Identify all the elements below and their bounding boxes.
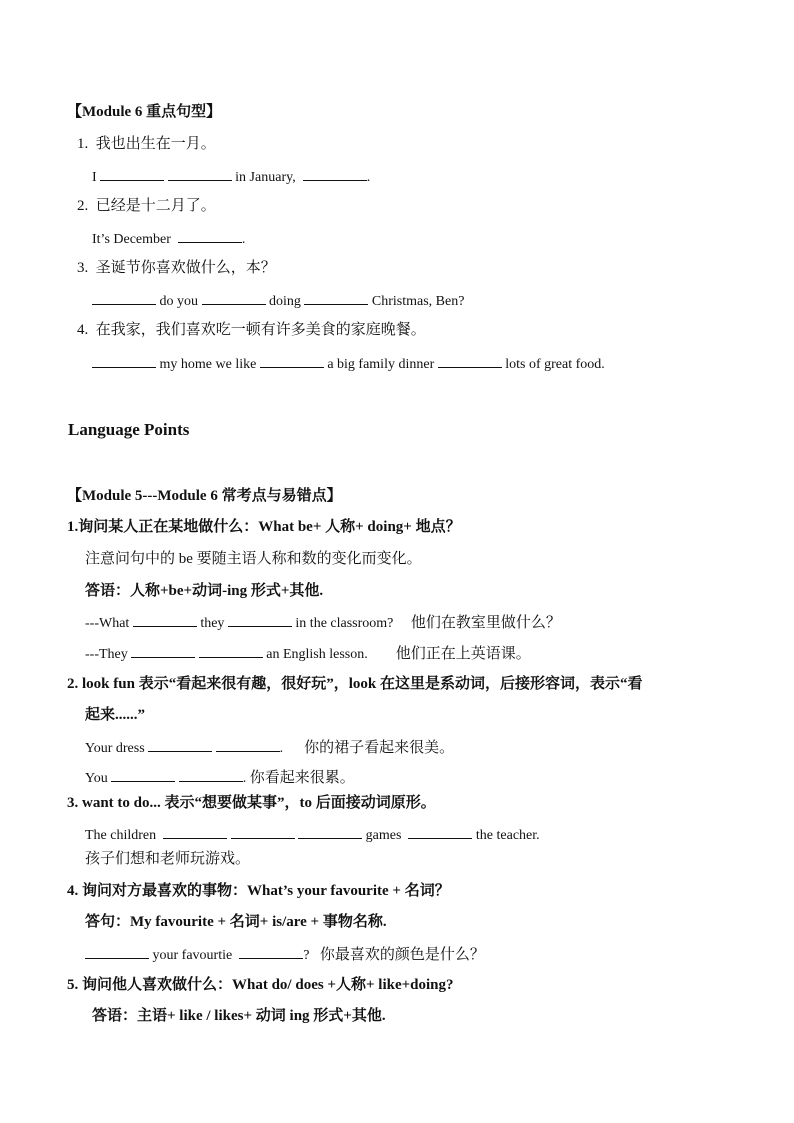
- item-number: 1.: [77, 136, 89, 152]
- blank[interactable]: [178, 229, 242, 243]
- en-text: in the classroom?: [295, 616, 394, 631]
- blank[interactable]: [202, 291, 266, 305]
- en-text: Christmas, Ben?: [371, 294, 465, 309]
- m6-item-3-en: [92, 291, 464, 311]
- chinese-translation: 你最喜欢的颜色是什么？: [319, 947, 485, 963]
- point-2-example-2: [85, 768, 355, 788]
- blank[interactable]: [168, 167, 232, 181]
- blank[interactable]: [303, 167, 367, 181]
- chinese-sentence: 在我家，我们喜欢吃一顿有许多美食的家庭晚餐。: [95, 322, 426, 338]
- chinese-translation: 他们在教室里做什么？: [410, 615, 561, 631]
- point-1-answer: 答语：人称+be+动词-ing 形式+其他.: [85, 583, 324, 599]
- en-text: You: [85, 771, 108, 786]
- en-text: ---They: [85, 647, 128, 662]
- en-text: do you: [159, 294, 198, 309]
- point-3-title: 3. want to do... 表示“想要做某事”，to 后面接动词原形。: [67, 795, 436, 811]
- en-text: lots of great food.: [505, 357, 605, 372]
- point-4-answer: 答句：My favourite + 名词+ is/are + 事物名称.: [85, 914, 387, 930]
- chinese-sentence: 已经是十二月了。: [95, 198, 216, 214]
- blank[interactable]: [179, 768, 243, 782]
- blank[interactable]: [216, 738, 280, 752]
- m6-item-2-en: [92, 229, 245, 249]
- en-text: the teacher.: [475, 828, 540, 843]
- en-text: The children: [85, 828, 157, 843]
- blank[interactable]: [92, 354, 156, 368]
- en-text: .: [242, 771, 247, 786]
- en-text: ?: [303, 948, 310, 963]
- blank[interactable]: [199, 644, 263, 658]
- blank[interactable]: [148, 738, 212, 752]
- item-number: 3.: [77, 260, 89, 276]
- en-text: in January,: [235, 170, 296, 185]
- en-text: your favourtie: [152, 948, 233, 963]
- en-text: my home we like: [159, 357, 257, 372]
- m6-item-2-cn: [77, 197, 216, 215]
- blank[interactable]: [438, 354, 502, 368]
- en-text: a big family dinner: [327, 357, 435, 372]
- blank[interactable]: [100, 167, 164, 181]
- blank[interactable]: [298, 825, 362, 839]
- item-number: 4.: [77, 322, 89, 338]
- m6-item-4-en: [92, 354, 605, 374]
- chinese-translation: 你的裙子看起来很美。: [304, 740, 455, 756]
- blank[interactable]: [85, 945, 149, 959]
- en-text: games: [365, 828, 402, 843]
- m6-item-4-cn: [77, 321, 426, 339]
- en-text: an English lesson.: [266, 647, 368, 662]
- point-5-title: 5. 询问他人喜欢做什么：What do/ does +人称+ like+doing?: [67, 977, 454, 993]
- section-heading: Language Points: [68, 420, 190, 439]
- blank[interactable]: [131, 644, 195, 658]
- en-text: ---What: [85, 616, 130, 631]
- m6-item-1-cn: [77, 135, 216, 153]
- m6-item-3-cn: [77, 259, 276, 277]
- chinese-translation: 你看起来很累。: [249, 770, 355, 786]
- blank[interactable]: [239, 945, 303, 959]
- blank[interactable]: [92, 291, 156, 305]
- item-number: 2.: [77, 198, 89, 214]
- point-1-example-2: [85, 644, 531, 664]
- en-text: .: [366, 170, 371, 185]
- point-1-title: 1.询问某人正在某地做什么：What be+ 人称+ doing+ 地点？: [67, 519, 461, 535]
- blank[interactable]: [408, 825, 472, 839]
- section-subtitle: 【Module 5---Module 6 常考点与易错点】: [67, 488, 342, 504]
- blank[interactable]: [133, 613, 197, 627]
- en-text: .: [241, 232, 246, 247]
- chinese-sentence: 圣诞节你喜欢做什么，本？: [95, 260, 276, 276]
- en-text: Your dress: [85, 741, 145, 756]
- point-3-translation: 孩子们想和老师玩游戏。: [85, 851, 251, 867]
- chinese-sentence: 我也出生在一月。: [95, 136, 216, 152]
- point-1-note: 注意问句中的 be 要随主语人称和数的变化而变化。: [85, 551, 422, 567]
- blank[interactable]: [163, 825, 227, 839]
- en-text: doing: [269, 294, 301, 309]
- point-3-example: [85, 825, 540, 845]
- module6-title: 【Module 6 重点句型】: [67, 104, 222, 120]
- en-text: It’s December: [92, 232, 171, 247]
- point-2-title-cont: 起来......”: [85, 707, 146, 723]
- blank[interactable]: [228, 613, 292, 627]
- point-1-example-1: [85, 613, 561, 633]
- blank[interactable]: [111, 768, 175, 782]
- blank[interactable]: [231, 825, 295, 839]
- blank[interactable]: [260, 354, 324, 368]
- point-4-title: 4. 询问对方最喜欢的事物：What’s your favourite + 名词？: [67, 883, 450, 899]
- chinese-translation: 他们正在上英语课。: [395, 646, 531, 662]
- m6-item-1-en: [92, 167, 370, 187]
- en-text: they: [200, 616, 225, 631]
- point-2-example-1: [85, 738, 454, 758]
- en-text: I: [92, 170, 97, 185]
- blank[interactable]: [304, 291, 368, 305]
- point-4-example: [85, 945, 485, 965]
- point-2-title: 2. look fun 表示“看起来很有趣，很好玩”，look 在这里是系动词，后接形容词，表示“看: [67, 676, 643, 692]
- en-text: .: [279, 741, 284, 756]
- point-5-answer: 答语：主语+ like / likes+ 动词 ing 形式+其他.: [92, 1008, 386, 1024]
